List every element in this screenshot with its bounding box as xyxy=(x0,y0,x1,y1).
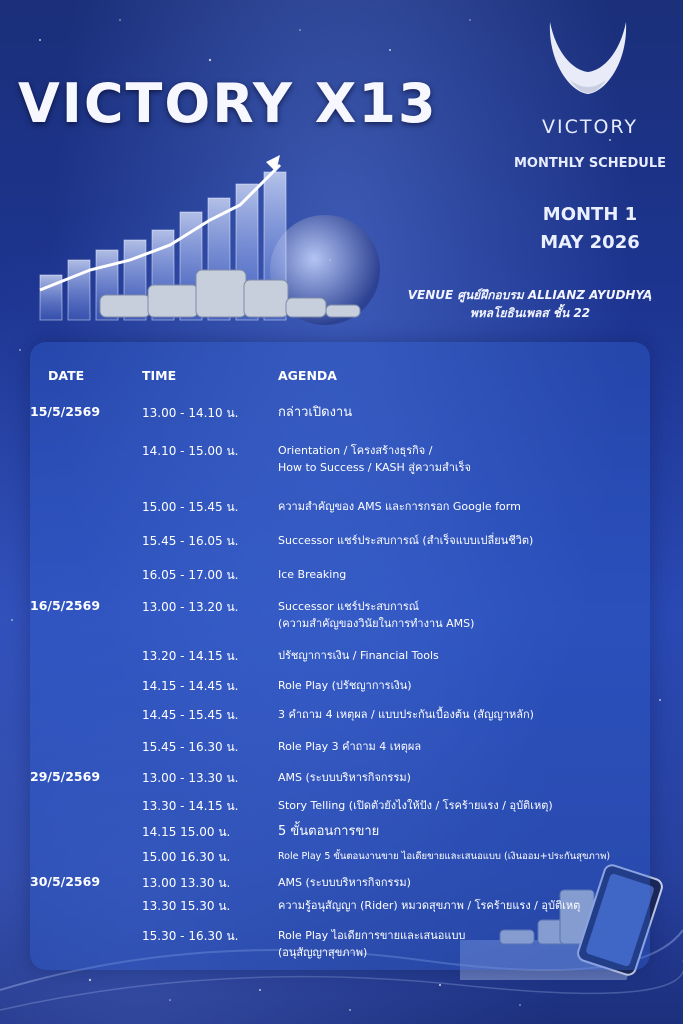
row-time: 14.15 15.00 น. xyxy=(142,825,231,839)
row-agenda-line-2: (อนุสัญญาสุขภาพ) xyxy=(278,946,368,959)
row-date: 29/5/2569 xyxy=(30,769,101,784)
row-agenda-line-1: Role Play ไอเดียการขายและเสนอแบบ xyxy=(278,929,466,942)
row-time: 13.00 - 13.20 น. xyxy=(142,600,239,614)
row-time: 13.30 15.30 น. xyxy=(142,899,231,913)
row-agenda: 5 ขั้นตอนการขาย xyxy=(278,824,380,839)
column-header-agenda: AGENDA xyxy=(278,368,337,383)
row-time: 13.00 - 13.30 น. xyxy=(142,771,239,785)
venue-line-1: VENUE ศูนย์ฝึกอบรม ALLIANZ AYUDHYA xyxy=(407,288,653,302)
page-title: VICTORY X13 xyxy=(18,72,438,135)
row-agenda: ความรู้อนุสัญญา (Rider) หมวดสุขภาพ / โรคร้ายแรง / อุบัติเหตุ xyxy=(278,899,581,912)
row-time: 16.05 - 17.00 น. xyxy=(142,568,239,582)
row-time: 15.45 - 16.30 น. xyxy=(142,740,239,754)
row-time: 13.30 - 14.15 น. xyxy=(142,799,239,813)
row-agenda: Ice Breaking xyxy=(278,568,347,581)
row-agenda: Story Telling (เปิดตัวยังไงให้ปัง / โรคร้ายแรง / อุบัติเหตุ) xyxy=(278,799,553,812)
month-label: MONTH 1 xyxy=(542,204,638,225)
row-agenda-line-2: How to Success / KASH สู่ความสำเร็จ xyxy=(278,461,471,474)
growth-chart-illustration xyxy=(30,150,460,330)
month-date: MAY 2026 xyxy=(540,232,640,253)
row-date: 30/5/2569 xyxy=(30,874,101,889)
row-time: 15.30 - 16.30 น. xyxy=(142,929,239,943)
brand-name: VICTORY xyxy=(541,116,639,138)
row-agenda: Successor แชร์ประสบการณ์ (สำเร็จแบบเปลี่ยนชีวิต) xyxy=(278,534,534,547)
row-date: 16/5/2569 xyxy=(30,598,101,613)
row-agenda-line-2: (ความสำคัญของวินัยในการทำงาน AMS) xyxy=(278,617,475,630)
schedule-label: MONTHLY SCHEDULE xyxy=(514,156,666,171)
column-header-time: TIME xyxy=(142,368,177,383)
row-time: 15.00 - 15.45 น. xyxy=(142,500,239,514)
row-time: 13.00 13.30 น. xyxy=(142,876,231,890)
row-agenda: ความสำคัญของ AMS และการกรอก Google form xyxy=(278,500,521,513)
row-time: 14.45 - 15.45 น. xyxy=(142,708,239,722)
row-agenda-line-1: Orientation / โครงสร้างธุรกิจ / xyxy=(278,444,433,457)
row-time: 13.00 - 14.10 น. xyxy=(142,406,239,420)
row-agenda: Role Play 3 คำถาม 4 เหตุผล xyxy=(278,740,422,753)
row-agenda: ปรัชญาการเงิน / Financial Tools xyxy=(278,649,439,662)
row-time: 14.10 - 15.00 น. xyxy=(142,444,239,458)
row-time: 15.00 16.30 น. xyxy=(142,850,231,864)
row-time: 15.45 - 16.05 น. xyxy=(142,534,239,548)
row-agenda: Role Play 5 ขั้นตอนงานขาย ไอเดียขายและเสนอแบบ (เงินออม+ประกันสุขภาพ) xyxy=(278,851,611,862)
row-agenda: กล่าวเปิดงาน xyxy=(278,405,353,420)
venue-line-2: พหลโยธินเพลส ชั้น 22 xyxy=(469,306,591,320)
row-agenda-line-1: Successor แชร์ประสบการณ์ xyxy=(278,600,419,613)
row-agenda xyxy=(278,598,638,632)
victory-logo-icon xyxy=(540,22,636,112)
row-time: 13.20 - 14.15 น. xyxy=(142,649,239,663)
row-date: 15/5/2569 xyxy=(30,404,101,419)
row-agenda: 3 คำถาม 4 เหตุผล / แบบประกันเบื้องต้น (สัญญาหลัก) xyxy=(278,708,534,721)
row-agenda: AMS (ระบบบริหารกิจกรรม) xyxy=(278,876,411,889)
row-agenda xyxy=(278,927,638,961)
column-header-date: DATE xyxy=(48,368,85,383)
row-time: 14.15 - 14.45 น. xyxy=(142,679,239,693)
row-agenda: Role Play (ปรัชญาการเงิน) xyxy=(278,679,412,692)
row-agenda: AMS (ระบบบริหารกิจกรรม) xyxy=(278,771,411,784)
row-agenda xyxy=(278,442,638,476)
